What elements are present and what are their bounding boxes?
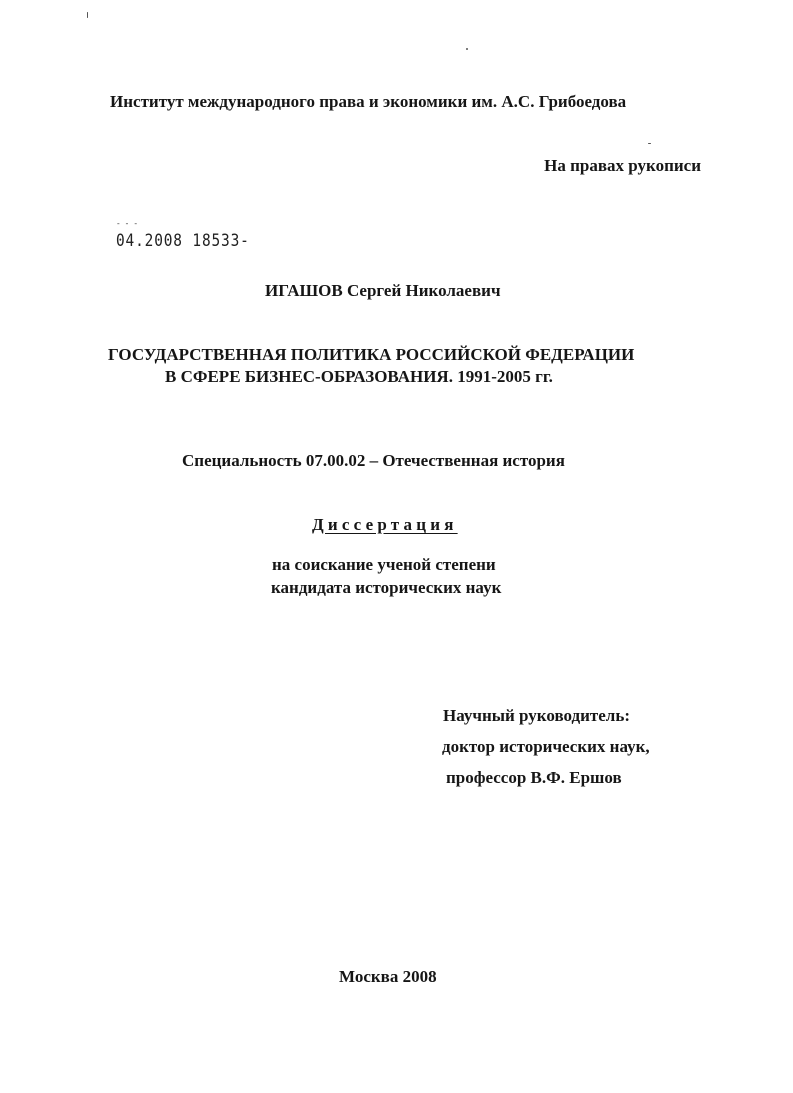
title-line-2: В СФЕРЕ БИЗНЕС-ОБРАЗОВАНИЯ. 1991-2005 гг. [165, 367, 553, 386]
manuscript-rights: На правах рукописи [544, 156, 701, 175]
library-code: 04.2008 18533- [116, 231, 250, 251]
scan-speck [466, 48, 468, 50]
city-year: Москва 2008 [339, 967, 437, 986]
institute-name: Институт международного права и экономики им. А.С. Грибоедова [110, 92, 627, 111]
document-type: Диссертация [312, 515, 458, 534]
degree-line-2: кандидата исторических наук [271, 578, 502, 597]
scan-speck [648, 143, 651, 144]
scan-speck [87, 12, 88, 18]
library-code-marks: - - - [117, 219, 139, 228]
specialty: Специальность 07.00.02 – Отечественная история [182, 451, 565, 470]
degree-line-1: на соискание ученой степени [272, 555, 496, 574]
supervisor-label: Научный руководитель: [443, 706, 630, 725]
supervisor-name: профессор В.Ф. Ершов [446, 768, 622, 787]
title-line-1: ГОСУДАРСТВЕННАЯ ПОЛИТИКА РОССИЙСКОЙ ФЕДЕРАЦИИ [108, 345, 635, 364]
supervisor-title: доктор исторических наук, [442, 737, 650, 756]
author-name: ИГАШОВ Сергей Николаевич [265, 281, 501, 300]
